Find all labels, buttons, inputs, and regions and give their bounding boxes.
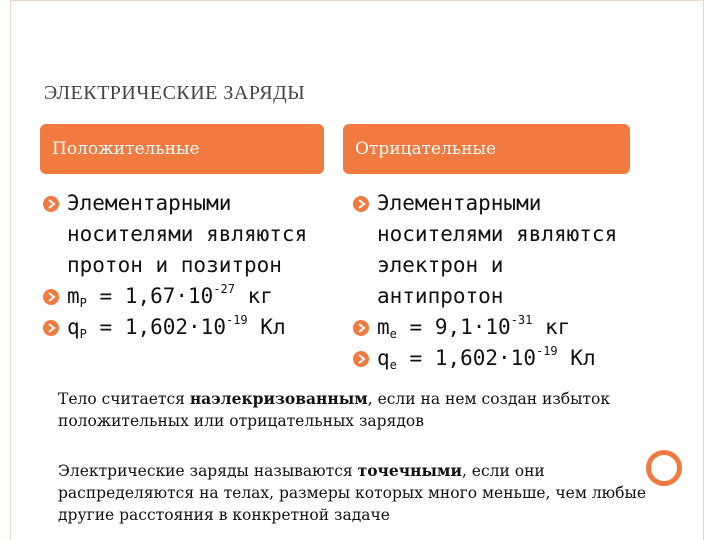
para2-after: , если они распределяются на телах, размеры которых много меньше, чем любые другие расстояния в конкретной задаче	[58, 462, 647, 524]
list-item	[40, 312, 340, 343]
bullet-arrow-icon	[43, 320, 59, 336]
charge-unit: Кл	[557, 346, 596, 370]
mass-exp: -31	[510, 313, 533, 327]
bullet-arrow-icon	[353, 320, 369, 336]
charge-unit: Кл	[247, 315, 286, 339]
header-positive	[40, 124, 324, 174]
header-negative	[343, 124, 630, 174]
mass-label: m	[67, 284, 80, 308]
para1-after: , если на нем создан избыток положительных или отрицательных зарядов	[58, 390, 611, 430]
mass-sub: e	[389, 327, 397, 341]
list-item	[350, 188, 640, 312]
negative-carriers-text: Элементарными носителями являются электрон и антипротон	[377, 191, 618, 308]
charge-sub: e	[389, 358, 397, 372]
mass-value: = 9,1·10	[396, 315, 511, 339]
header-positive-label: Положительные	[52, 139, 200, 159]
para1-bold: наэлекризованным	[189, 389, 368, 408]
negative-column	[350, 188, 640, 374]
charge-label: q	[377, 346, 390, 370]
bullet-arrow-icon	[43, 289, 59, 305]
mass-label: m	[377, 315, 390, 339]
charge-label: q	[67, 315, 80, 339]
charge-sub: P	[79, 327, 87, 341]
bullet-arrow-icon	[43, 196, 59, 212]
para2-before: Электрические заряды называются	[58, 462, 358, 480]
para1-before: Тело считается	[58, 390, 190, 408]
definition-charged-body	[58, 388, 668, 432]
para2-bold: точечными	[357, 461, 462, 480]
charge-value: = 1,602·10	[396, 346, 536, 370]
charge-exp: -19	[535, 344, 558, 358]
header-negative-label: Отрицательные	[355, 139, 497, 159]
list-item	[350, 343, 640, 374]
mass-unit: кг	[532, 315, 571, 339]
list-item	[40, 188, 340, 281]
list-item	[40, 281, 340, 312]
bullet-arrow-icon	[353, 196, 369, 212]
charge-exp: -19	[225, 313, 248, 327]
mass-unit: кг	[235, 284, 273, 308]
positive-column	[40, 188, 340, 343]
positive-carriers-text: Элементарными носителями являются протон и позитрон	[67, 191, 308, 277]
charge-value: = 1,602·10	[86, 315, 226, 339]
mass-sub: P	[79, 296, 87, 310]
ring-ornament-icon	[646, 450, 682, 486]
mass-exp: -27	[213, 282, 236, 296]
list-item	[350, 312, 640, 343]
mass-value: = 1,67·10	[86, 284, 214, 308]
definition-point-charges	[58, 460, 668, 526]
bullet-arrow-icon	[353, 351, 369, 367]
slide-title	[44, 82, 305, 105]
slide-title-text: ЭЛЕКТРИЧЕСКИЕ ЗАРЯДЫ	[44, 82, 306, 104]
